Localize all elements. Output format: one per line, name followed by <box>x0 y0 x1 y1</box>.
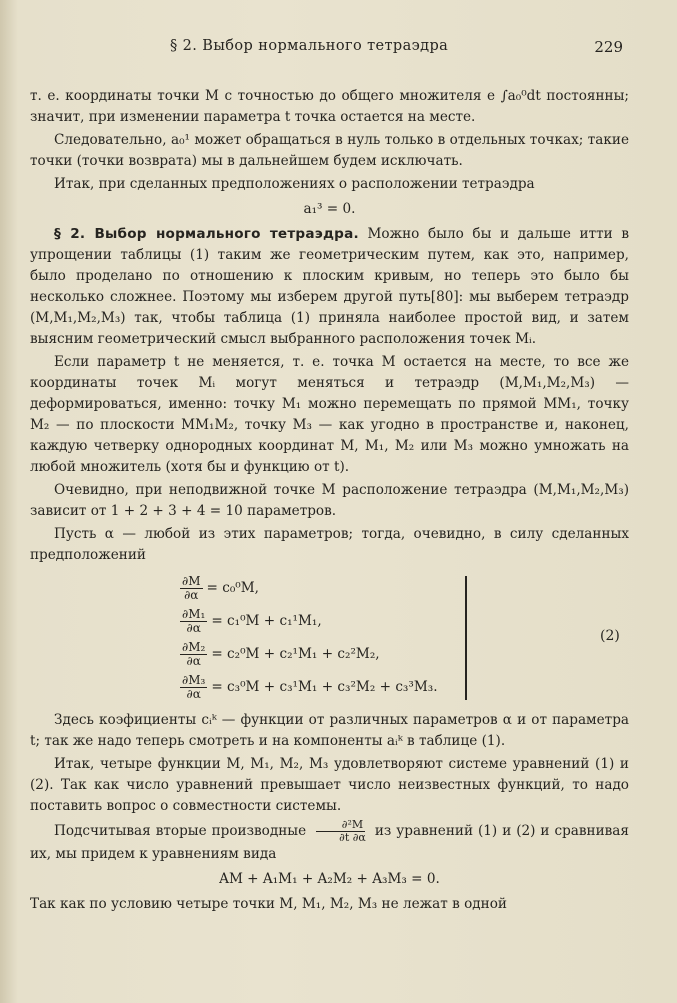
paragraph-10-start: Подсчитывая вторые производные <box>54 823 307 839</box>
equation-rhs: = c₂⁰M + c₂¹M₁ + c₂²M₂, <box>211 646 380 662</box>
equation-rhs: = c₃⁰M + c₃¹M₁ + c₃²M₂ + c₃³M₃. <box>211 679 438 695</box>
derivative-fraction <box>180 674 207 701</box>
fraction-numerator: ∂M₃ <box>182 673 206 687</box>
paragraph-6: Очевидно, при неподвижной точке M расположение тетраэдра (M,M₁,M₂,M₃) зависит от 1 + 2 + 3 + 4 = 10 параметров. <box>30 482 629 519</box>
fraction-denominator: ∂α <box>184 588 199 602</box>
fraction-denominator: ∂α <box>186 654 201 668</box>
equation-rhs: = c₀⁰M, <box>206 580 259 596</box>
paragraph-2: Следовательно, a₀¹ может обращаться в нуль только в отдельных точках; такие точки (точки возврата) мы в дальнейшем будем исключать. <box>30 132 629 169</box>
equation-row-3 <box>180 638 438 671</box>
paragraph-5: Если параметр t не меняется, т. е. точка M остается на месте, то все же координаты точек Mᵢ могут меняться и тетраэдр (M,M₁,M₂,M₃) — деформироваться, именно: точку M₁ можно перемещать по прямой MM₁, точку M₂ — по плоскости MM₁M₂, точку M₃ — как угодно в пространстве и, наконец, каждую четверку однородных координат M, M₁, M₂ или M₃ можно умножать на любой множитель (хотя бы и функцию от t). <box>30 354 629 475</box>
second-derivative-fraction <box>315 819 366 844</box>
fraction-numerator: ∂M <box>182 574 201 588</box>
fraction-denominator: ∂t ∂α <box>339 831 366 844</box>
paragraph-4-text: Можно было бы и дальше итти в упрощении таблицы (1) таким же геометрическим путем, как это, например, было проделано по отношению к плоским кривым, но теперь это было бы несколько сложнее. Поэтому мы изберем другой путь[80]: мы выберем тетраэдр (M,M₁,M₂,M₃) так, чтобы таблица (1) приняла наиболее простой вид, и затем выясним геометрический смысл выбранного расположения точек Mᵢ. <box>30 226 629 347</box>
derivative-fraction <box>180 608 207 635</box>
paragraph-8: Здесь коэфициенты cᵢᵏ — функции от различных параметров α и от параметра t; так же надо теперь смотреть и на компоненты aᵢᵏ в таблице (1). <box>30 712 629 749</box>
paragraph-7: Пусть α — любой из этих параметров; тогда, очевидно, в силу сделанных предположений <box>30 526 629 563</box>
paragraph-9: Итак, четыре функции M, M₁, M₂, M₃ удовлетворяют системе уравнений (1) и (2). Так как число уравнений превышает число неизвестных функций, то надо поставить вопрос о совместности системы. <box>30 756 629 814</box>
formula-a13: a₁³ = 0. <box>303 201 356 217</box>
fraction-numerator: ∂²M <box>316 819 365 832</box>
equation-rhs: = c₁⁰M + c₁¹M₁, <box>211 613 322 629</box>
page-body <box>30 86 629 917</box>
derivative-fraction <box>180 575 203 602</box>
paragraph-3: Итак, при сделанных предположениях о расположении тетраэдра <box>54 176 535 192</box>
paragraph-11: Так как по условию четыре точки M, M₁, M₂, M₃ не лежат в одной <box>30 896 507 912</box>
running-head-title: § 2. Выбор нормального тетраэдра <box>170 38 449 54</box>
formula-linear-relation: AM + A₁M₁ + A₂M₂ + A₃M₃ = 0. <box>219 871 440 887</box>
fraction-numerator: ∂M₂ <box>182 640 206 654</box>
paragraph-4 <box>30 224 629 350</box>
section-heading: § 2. Выбор нормального тетраэдра. <box>54 226 359 242</box>
equation-row-1 <box>180 572 438 605</box>
paragraph-1: т. е. координаты точки M с точностью до общего множителя e ∫a₀⁰dt постоянны; значит, при изменении параметра t точка остается на месте. <box>30 88 629 125</box>
page-number: 229 <box>594 38 623 56</box>
running-head <box>30 38 629 58</box>
derivative-fraction <box>180 641 207 668</box>
fraction-denominator: ∂α <box>186 687 201 701</box>
fraction-denominator: ∂α <box>186 621 201 635</box>
system-brace <box>465 576 467 700</box>
paragraph-10 <box>30 819 629 865</box>
fraction-numerator: ∂M₁ <box>182 607 206 621</box>
equation-rows <box>180 572 438 704</box>
equation-row-4 <box>180 671 438 704</box>
paragraph-10-end: из уравнений (1) и (2) и сравнивая их, мы придем к уравнениям вида <box>30 823 629 862</box>
equation-number: (2) <box>600 628 620 644</box>
equation-system-2 <box>30 572 629 704</box>
equation-row-2 <box>180 605 438 638</box>
